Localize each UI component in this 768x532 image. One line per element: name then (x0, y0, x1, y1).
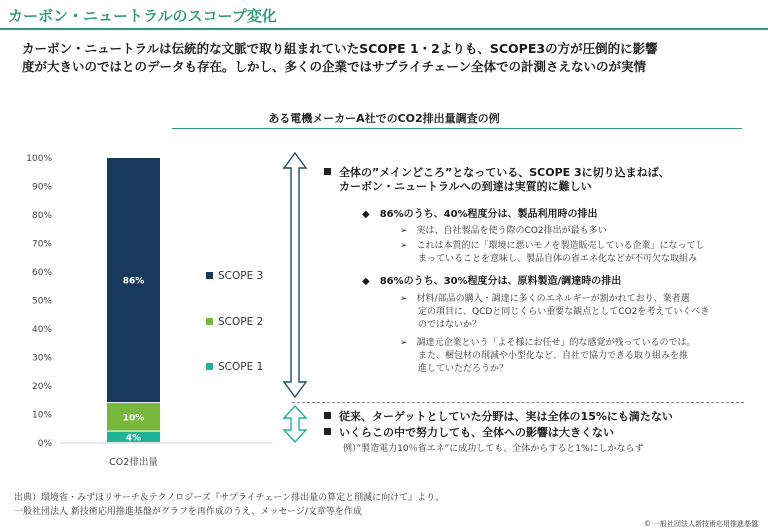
section-divider (292, 402, 744, 403)
legend-entry: SCOPE 3 (218, 270, 264, 282)
arrow-point-2a: ➢ 材料/部品の購入・調達に多くのエネルギーが割かれており、業者選 定の項目に、QCDと同じくらい重要な観点としてCO2を考えていくべき のではないか？ (400, 294, 710, 330)
x-category-label: CO2排出量 (109, 457, 158, 468)
page-title: カーボン・ニュートラルのスコープ変化 (8, 7, 277, 25)
scope12-double-arrow-icon (284, 406, 306, 442)
headline (22, 40, 762, 76)
source-line-2: 一般社団法人 新技術応用推進基盤がグラフを再作成のうえ、メッセージ/文章等を作成 (14, 507, 362, 517)
bar-segments (107, 158, 160, 442)
legend-entry: SCOPE 1 (218, 361, 264, 373)
diamond-point-1: ◆ 86%のうち、40%程度分は、製品利用時の排出 (362, 209, 598, 220)
stacked-bar-chart (0, 140, 280, 480)
subtitle-divider (172, 128, 742, 129)
y-tick-label: 50% (31, 296, 52, 307)
y-tick-label: 70% (31, 239, 52, 250)
data-label: 10% (122, 413, 145, 424)
headline-line-2: 度が大きいのではとのデータも存在。しかし、多くの企業ではサプライチェーン全体での計測さえないのが実情 (22, 59, 647, 74)
square-bullet-icon (324, 428, 331, 435)
arrow-point-1a: ➢ 実は、自社製品を使う際のCO2排出が最も多い (400, 226, 607, 236)
y-tick-label: 60% (31, 268, 52, 278)
y-tick-label: 100% (26, 154, 52, 164)
source-note (14, 491, 444, 519)
y-tick-label: 80% (31, 211, 52, 221)
bracket-arrows (282, 152, 308, 452)
y-tick-label: 10% (31, 410, 52, 421)
square-bullet-icon (324, 168, 331, 175)
lower-example: 例）”製造電力10％省エネ”に成功しても、全体からすると1%にしかならず (343, 444, 644, 454)
arrow-point-2b: ➢ 調達元企業という「よそ様にお任せ」的な感覚が残っているのでは。 また、梱包材の削減や小型化など、自社で協力できる取り組みを推 進していただろうか？ (400, 338, 696, 374)
y-tick-label: 40% (31, 325, 52, 335)
lower-main-point-1: 従来、ターゲットとしていた分野は、実は全体の15%にも満たない (324, 410, 673, 424)
legend-swatch (206, 318, 213, 325)
upper-main-point: 全体の”メインどころ”となっている、SCOPE 3に切り込まねば、 カーボン・ニュートラルへの到達は実質的に難しい (324, 166, 670, 194)
source-line-1: 出典）環境省・みずほリサーチ＆テクノロジーズ『サプライチェーン排出量の算定と削減に向けて』より、 (14, 493, 445, 503)
data-label: 86% (122, 276, 145, 287)
square-bullet-icon (324, 412, 331, 419)
data-label: 4% (125, 433, 142, 444)
headline-line-1: カーボン・ニュートラルは伝統的な文脈で取り組まれていたSCOPE 1・2よりも、SCOPE3の方が圧倒的に影響 (22, 41, 658, 56)
legend-entry: SCOPE 2 (218, 316, 264, 328)
arrow-point-1b: ➢ これは本質的に「環境に悪いモノを製造販売している企業」になってし まっていることを意味し、製品自体の省エネ化などが不可欠な取組み (400, 241, 705, 264)
chart-subtitle: ある電機メーカーA社でのCO2排出量調査の例 (268, 112, 500, 125)
y-tick-label: 0% (37, 439, 52, 449)
title-divider (0, 28, 768, 30)
legend (206, 270, 263, 373)
diamond-point-2: ◆ 86%のうち、30%程度分は、原料製造/調達時の排出 (362, 276, 622, 287)
legend-swatch (206, 272, 213, 279)
lower-main-point-2: いくらこの中で努力しても、全体への影響は大きくない (324, 426, 614, 440)
y-tick-label: 30% (31, 353, 52, 364)
y-tick-label: 20% (31, 382, 52, 392)
legend-swatch (206, 363, 213, 370)
scope3-double-arrow-icon (284, 153, 306, 397)
y-tick-label: 90% (31, 182, 52, 193)
copyright: © 一般社団法人新技術応用推進基盤 (643, 520, 758, 528)
